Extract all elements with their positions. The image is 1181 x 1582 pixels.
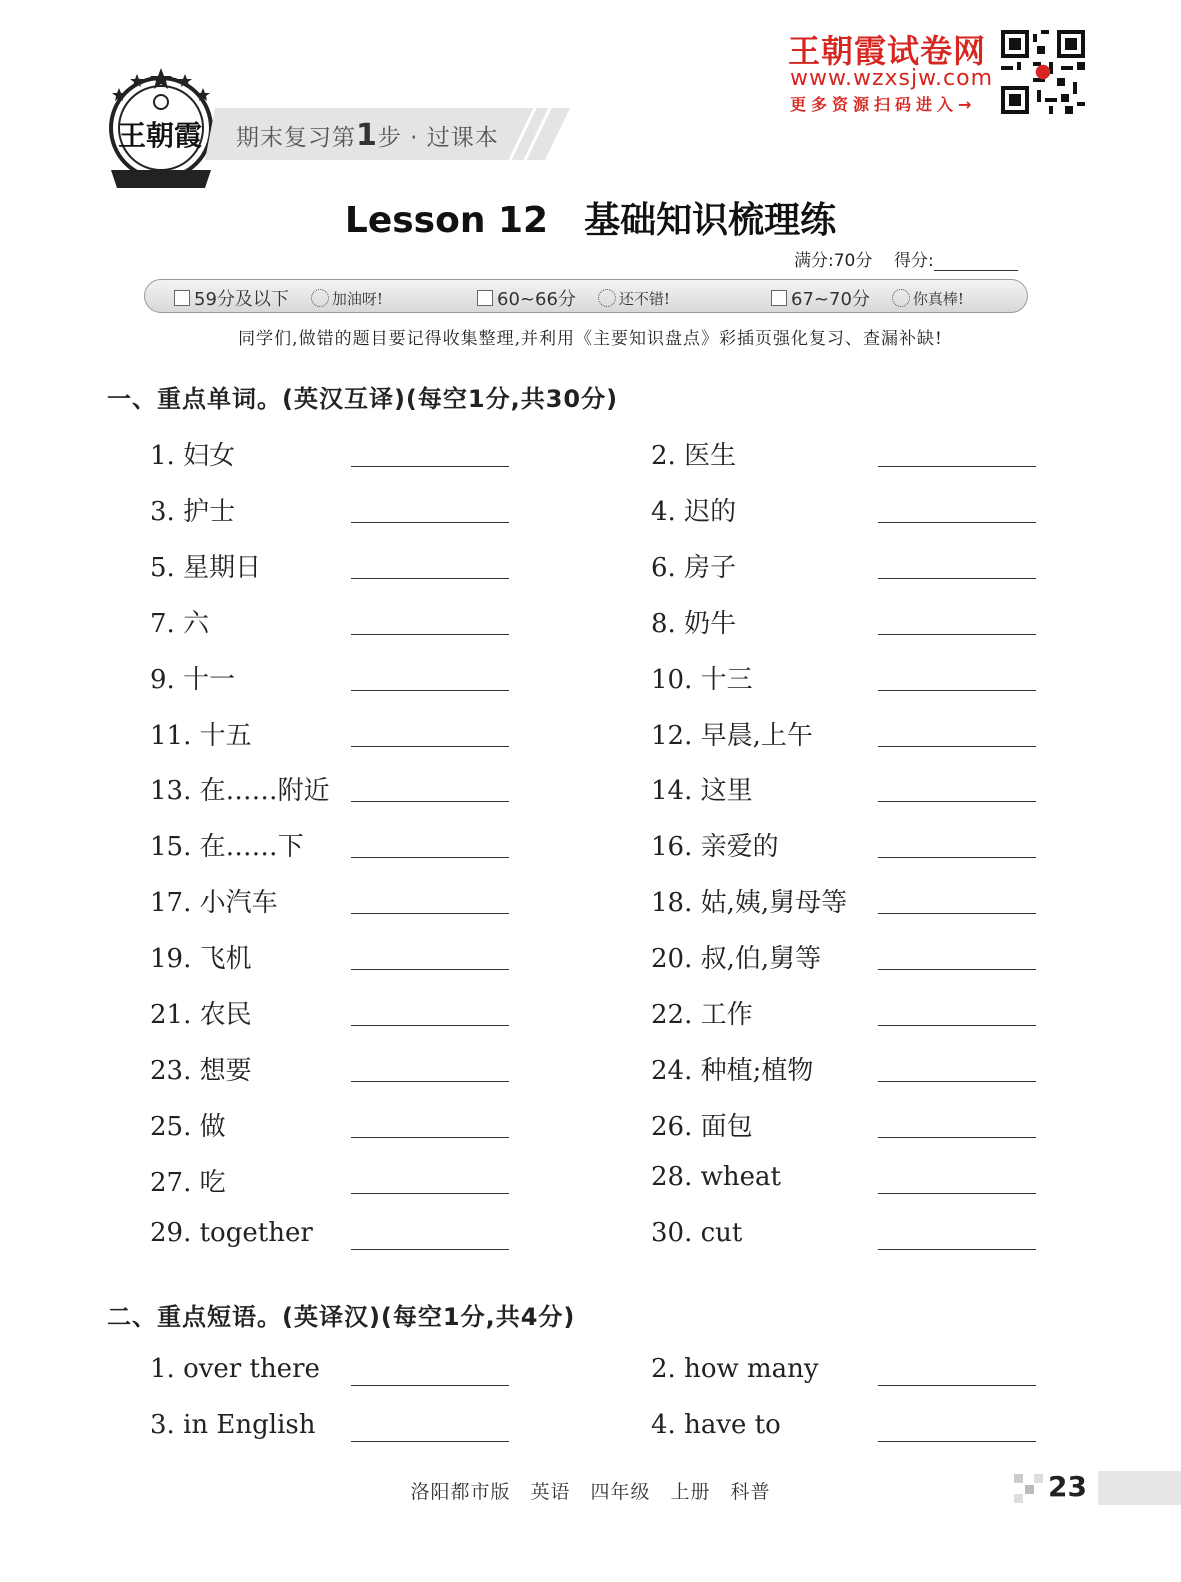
grade-cheer: 加油呀! [331, 289, 383, 308]
question-item: 4. 迟的 [651, 496, 737, 527]
question-item: 10. 十三 [651, 664, 753, 695]
answer-blank[interactable] [351, 690, 509, 691]
answer-blank[interactable] [878, 634, 1036, 635]
question-item: 16. 亲爱的 [651, 832, 779, 863]
answer-blank[interactable] [878, 522, 1036, 523]
answer-blank[interactable] [351, 466, 509, 467]
question-item: 4. have to [651, 1410, 781, 1440]
answer-blank[interactable] [878, 1441, 1036, 1442]
question-item: 19. 飞机 [150, 944, 252, 975]
full-score-label: 满分:70分 [794, 251, 873, 271]
got-score-label: 得分: [893, 251, 934, 271]
answer-blank[interactable] [351, 1025, 509, 1026]
checkbox-icon[interactable] [771, 290, 787, 306]
seal-name: 王朝霞 [118, 119, 203, 152]
question-item: 11. 十五 [150, 720, 252, 751]
question-item: 7. 六 [150, 608, 210, 639]
question-item: 3. in English [150, 1410, 316, 1440]
answer-blank[interactable] [878, 746, 1036, 747]
question-item: 17. 小汽车 [150, 888, 278, 919]
question-item: 26. 面包 [651, 1111, 753, 1142]
answer-blank[interactable] [351, 1249, 509, 1250]
answer-blank[interactable] [351, 1441, 509, 1442]
answer-blank[interactable] [351, 857, 509, 858]
question-item: 12. 早晨,上午 [651, 720, 813, 751]
answer-blank[interactable] [351, 1193, 509, 1194]
answer-blank[interactable] [351, 913, 509, 914]
grade-option-high[interactable] [771, 285, 964, 311]
grade-option-mid[interactable] [477, 285, 670, 311]
answer-blank[interactable] [351, 634, 509, 635]
question-item: 18. 姑,姨,舅母等 [651, 888, 848, 919]
qr-code-icon[interactable] [1001, 30, 1085, 114]
question-item: 2. how many [651, 1354, 819, 1384]
answer-blank[interactable] [351, 578, 509, 579]
question-item: 8. 奶牛 [651, 608, 737, 639]
question-item: 14. 这里 [651, 776, 753, 807]
footer-text: 洛阳都市版 英语 四年级 上册 科普 [410, 1481, 771, 1503]
brand-scan-text: 更多资源扫码进入→ [790, 95, 977, 114]
question-item: 2. 医生 [651, 441, 737, 471]
answer-blank[interactable] [878, 578, 1036, 579]
question-item: 5. 星期日 [150, 552, 262, 583]
answer-blank[interactable] [878, 1385, 1036, 1386]
notice-text: 同学们,做错的题目要记得收集整理,并利用《主要知识盘点》彩插页强化复习、查漏补缺! [238, 329, 943, 349]
banner-step-number: 1 [356, 118, 378, 153]
checkbox-icon[interactable] [477, 290, 493, 306]
grade-range: 60~66分 [497, 289, 576, 310]
question-item: 21. 农民 [150, 1000, 252, 1030]
question-item: 3. 护士 [150, 496, 236, 527]
answer-blank[interactable] [878, 1025, 1036, 1026]
page-title: Lesson 12 基础知识梳理练 [344, 200, 837, 241]
banner-prefix: 期末复习第 [236, 125, 356, 151]
question-item: 27. 吃 [150, 1167, 226, 1198]
question-item: 23. 想要 [150, 1055, 252, 1086]
question-item: 28. wheat [651, 1161, 781, 1192]
answer-blank[interactable] [351, 746, 509, 747]
answer-blank[interactable] [351, 969, 509, 970]
grade-range: 67~70分 [791, 289, 870, 310]
answer-blank[interactable] [878, 1137, 1036, 1138]
review-step-banner [236, 118, 499, 153]
answer-blank[interactable] [878, 801, 1036, 802]
question-item: 1. 妇女 [150, 441, 236, 471]
answer-blank[interactable] [878, 913, 1036, 914]
answer-blank[interactable] [878, 857, 1036, 858]
question-item: 20. 叔,伯,舅等 [651, 944, 822, 975]
question-item: 29. together [150, 1217, 313, 1248]
checkbox-icon[interactable] [174, 290, 190, 306]
answer-blank[interactable] [878, 466, 1036, 467]
grade-cheer: 你真棒! [912, 289, 964, 308]
question-item: 25. 做 [150, 1111, 226, 1142]
answer-blank[interactable] [878, 1081, 1036, 1082]
answer-blank[interactable] [878, 969, 1036, 970]
brand-name: 王朝霞试卷网 [788, 32, 987, 70]
banner-suffix: 步 · 过课本 [377, 125, 499, 151]
grade-cheer: 还不错! [618, 289, 670, 308]
answer-blank[interactable] [351, 801, 509, 802]
answer-blank[interactable] [351, 522, 509, 523]
question-item: 1. over there [150, 1354, 320, 1384]
question-item: 13. 在……附近 [150, 776, 330, 807]
question-item: 9. 十一 [150, 664, 236, 695]
question-item: 15. 在……下 [150, 832, 304, 863]
section1-title: 一、重点单词。(英汉互译)(每空1分,共30分) [107, 385, 619, 413]
page-bar [1098, 1471, 1181, 1505]
section2-title: 二、重点短语。(英译汉)(每空1分,共4分) [107, 1303, 576, 1331]
page-decoration-icon [1014, 1474, 1044, 1504]
page-number: 23 [1048, 1470, 1087, 1503]
answer-blank[interactable] [878, 690, 1036, 691]
question-item: 22. 工作 [651, 1000, 753, 1030]
smiley-icon [892, 289, 910, 307]
answer-blank[interactable] [351, 1137, 509, 1138]
grade-option-low[interactable] [174, 285, 383, 311]
smiley-icon [598, 289, 616, 307]
question-item: 6. 房子 [651, 552, 737, 583]
answer-blank[interactable] [878, 1249, 1036, 1250]
score-line [794, 246, 1018, 271]
question-item: 30. cut [651, 1217, 743, 1248]
answer-blank[interactable] [351, 1385, 509, 1386]
answer-blank[interactable] [878, 1193, 1036, 1194]
smiley-icon [311, 289, 329, 307]
grade-range: 59分及以下 [194, 289, 289, 310]
question-item: 24. 种植;植物 [651, 1055, 814, 1086]
answer-blank[interactable] [351, 1081, 509, 1082]
score-blank[interactable] [934, 253, 1018, 271]
brand-url[interactable]: www.wzxsjw.com [790, 66, 994, 91]
